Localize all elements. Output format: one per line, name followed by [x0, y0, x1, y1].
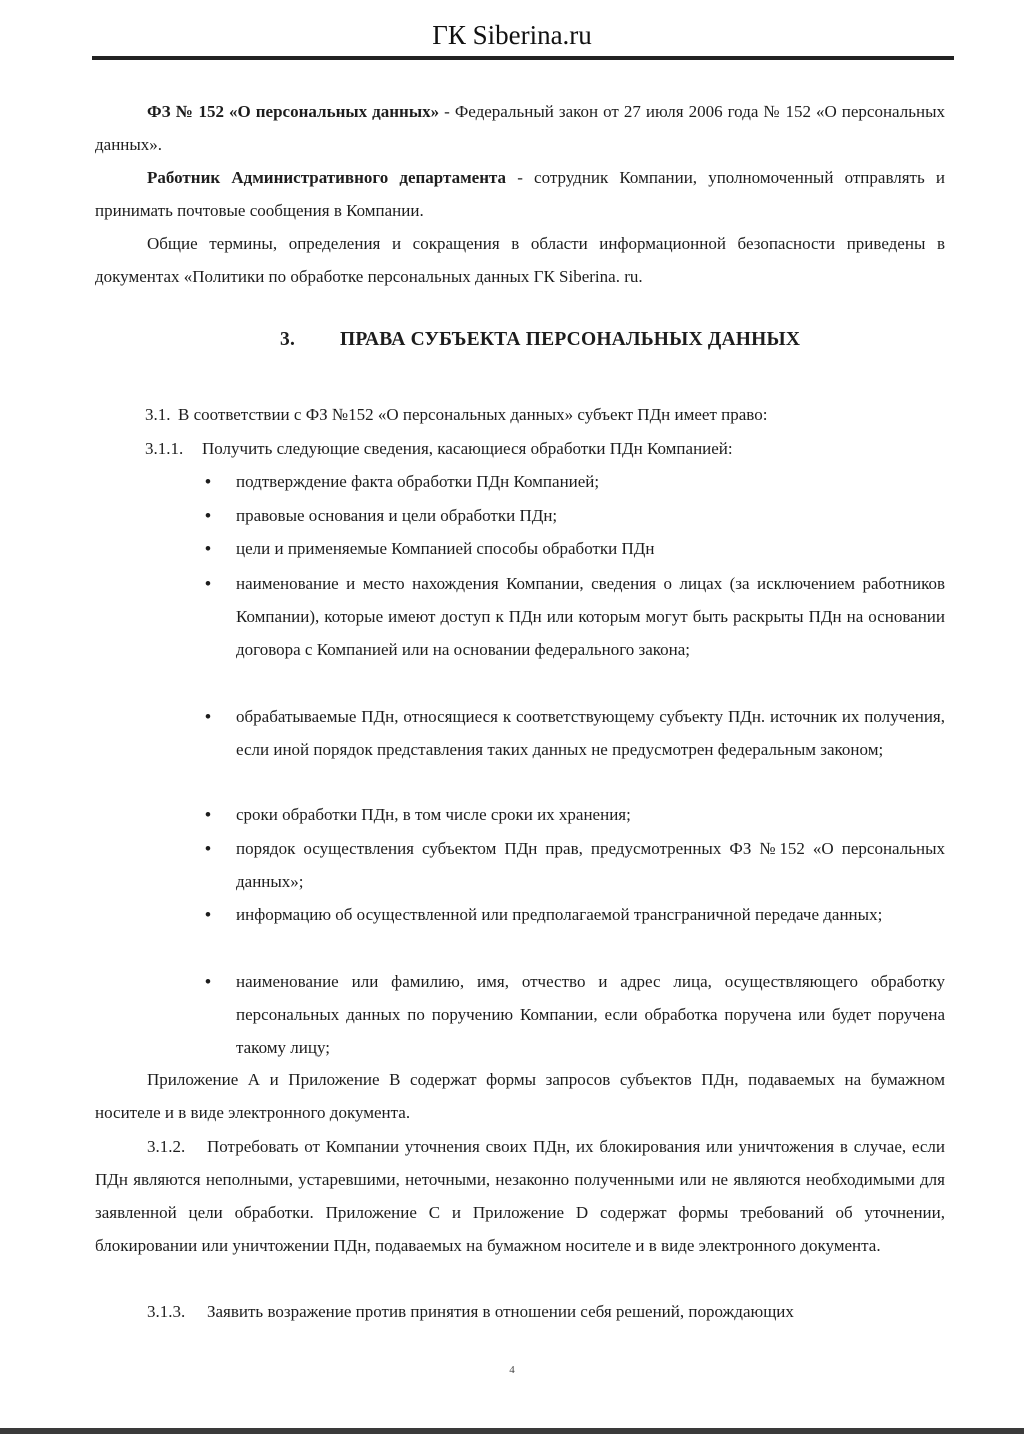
header-divider [92, 56, 954, 60]
list-item-text: информацию об осуществленной или предполагаемой трансграничной передаче данных; [236, 905, 883, 924]
list-item-text: обрабатываемые ПДн, относящиеся к соответствующему субъекту ПДн. источник их получения, если иной порядок представления таких данных не предусмотрен федеральным законом; [236, 707, 945, 759]
list-item-text: подтверждение факта обработки ПДн Компанией; [236, 472, 600, 491]
bullet-icon: • [205, 574, 211, 593]
clause-text: Получить следующие сведения, касающиеся обработки ПДн Компанией: [202, 439, 733, 458]
general-terms-paragraph: Общие термины, определения и сокращения в области информационной безопасности приведены в документах «Политики по обработке персональных данных ГК Siberina. ru. [95, 234, 945, 286]
section-heading [280, 329, 800, 351]
clause-text: Заявить возражение против принятия в отношении себя решений, порождающих [207, 1302, 794, 1321]
header-title: ГК Siberina.ru [432, 20, 592, 50]
definition-text: - Федеральный закон от 27 июля 2006 года № 152 «О персональных данных». [95, 102, 946, 154]
definition-term: ФЗ № 152 «О персональных данных» [147, 102, 440, 121]
list-item [205, 499, 945, 532]
bullet-icon: • [205, 905, 211, 924]
definition-text: - сотрудник Компании, уполномоченный отправлять и принимать почтовые сообщения в Компании. [95, 168, 945, 220]
list-item [205, 798, 945, 831]
clause-text: Потребовать от Компании уточнения своих ПДн, их блокирования или уничтожения в случае, если ПДн являются неполными, устаревшими, неточными, незаконно полученными или не являются необходимыми для заявленной цели обработки. Приложение С и Приложение D содержат формы требований об уточнении, блокировании или уничтожении ПДн, подаваемых на бумажном носителе и в виде электронного документа. [95, 1137, 945, 1255]
list-item [205, 532, 945, 565]
list-item [205, 898, 945, 931]
clause-text: В соответствии с ФЗ №152 «О персональных данных» субъект ПДн имеет право: [178, 405, 768, 424]
section-title: ПРАВА СУБЪЕКТА ПЕРСОНАЛЬНЫХ ДАННЫХ [340, 329, 801, 350]
clause-number: 3.1.1. [145, 439, 184, 458]
list-item [205, 567, 945, 666]
list-item [205, 465, 945, 498]
list-item-text: сроки обработки ПДн, в том числе сроки их хранения; [236, 805, 631, 824]
page-number: 4 [509, 1364, 515, 1376]
list-item [205, 700, 945, 766]
definition-fz152 [95, 95, 945, 161]
bullet-icon: • [205, 972, 211, 991]
clause-number: 3.1.3. [147, 1302, 186, 1321]
bullet-icon: • [205, 472, 211, 491]
clause-3-1-2 [95, 1130, 945, 1262]
definition-term: Работник Административного департамента [147, 168, 507, 187]
clause-number: 3.1. [145, 405, 171, 424]
bullet-icon: • [205, 707, 211, 726]
clause-3-1-1 [145, 432, 733, 465]
list-item-text: порядок осуществления субъектом ПДн прав, предусмотренных ФЗ №152 «О персональных данных»; [236, 839, 945, 891]
bullet-icon: • [205, 839, 211, 858]
list-item-text: наименование или фамилию, имя, отчество и адрес лица, осуществляющего обработку персональных данных по поручению Компании, если обработка поручена или будет поручена такому лицу; [236, 972, 945, 1057]
definition-admin-worker [95, 161, 945, 227]
section-number: 3. [280, 329, 296, 350]
clause-number: 3.1.2. [147, 1137, 186, 1156]
appendix-note: Приложение А и Приложение В содержат формы запросов субъектов ПДн, подаваемых на бумажном носителе и в виде электронного документа. [95, 1070, 945, 1122]
list-item [205, 832, 945, 898]
list-item-text: наименование и место нахождения Компании, сведения о лицах (за исключением работников Компании), которые имеют доступ к ПДн или которым могут быть раскрыты ПДн на основании договора с Компанией или на основании федерального закона; [236, 574, 945, 659]
list-item-text: цели и применяемые Компанией способы обработки ПДн [236, 539, 655, 558]
clause-3-1 [145, 398, 767, 431]
list-item [205, 965, 945, 1064]
clause-3-1-3 [95, 1295, 945, 1328]
bullet-icon: • [205, 539, 211, 558]
list-item-text: правовые основания и цели обработки ПДн; [236, 506, 558, 525]
bullet-icon: • [205, 506, 211, 525]
scan-bottom-edge [0, 1428, 1024, 1434]
bullet-icon: • [205, 805, 211, 824]
